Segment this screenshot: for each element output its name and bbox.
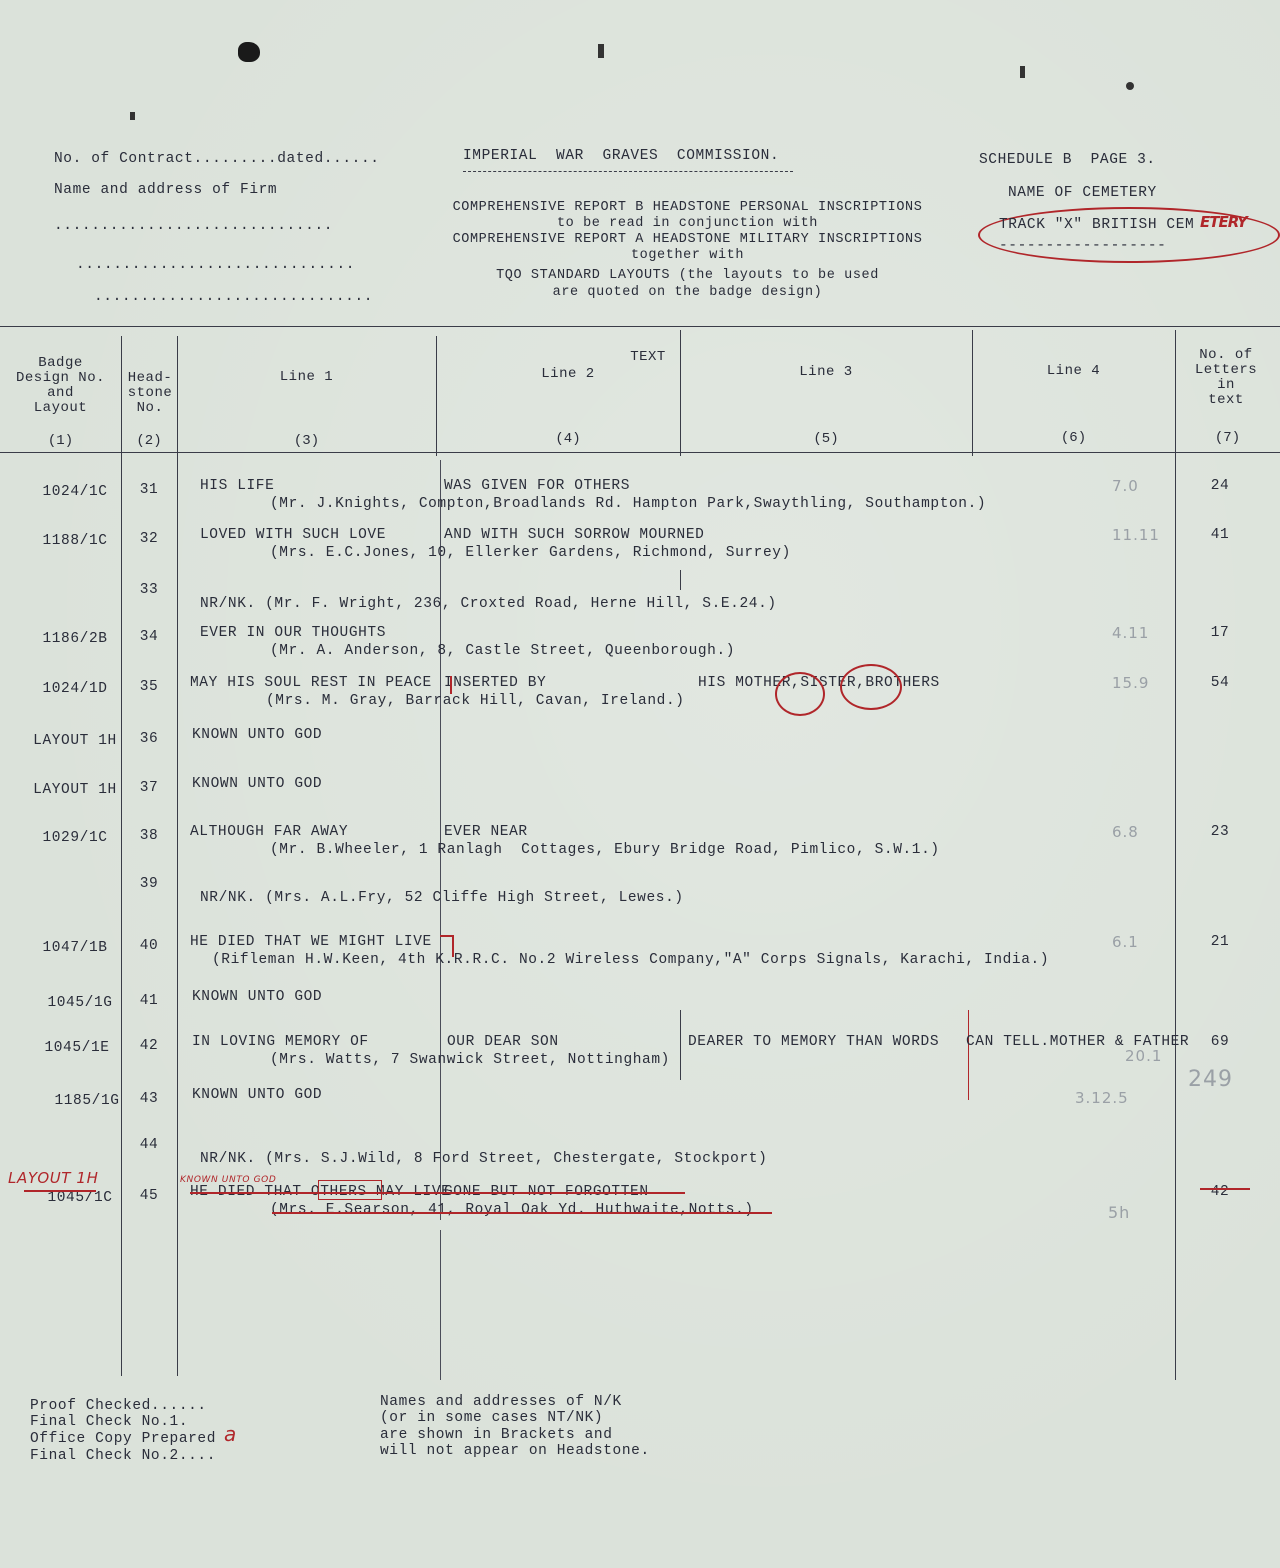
line1-text: IN LOVING MEMORY OF <box>192 1034 369 1050</box>
firm-dots-1: .............................. <box>54 218 334 234</box>
line2-text: OUR DEAR SON <box>447 1034 559 1050</box>
inscription-address: (Mr. B.Wheeler, 1 Ranlagh Cottages, Ebury Bridge Road, Pimlico, S.W.1.) <box>270 842 940 858</box>
final-check-2: Final Check No.2.... <box>30 1448 217 1464</box>
line3-text: HIS MOTHER,SISTER,BROTHERS <box>698 675 940 691</box>
headstone-no: 45 <box>139 1188 159 1204</box>
line3-text: DEARER TO MEMORY THAN WORDS <box>688 1034 940 1050</box>
line2-text: WAS GIVEN FOR OTHERS <box>444 478 631 494</box>
red-circle-mark <box>775 672 825 716</box>
letters-count: 21 <box>1210 934 1230 950</box>
body-divider-line2-lower <box>440 1230 441 1380</box>
cemetery-name: TRACK "X" BRITISH CEM <box>999 217 1195 233</box>
badge-design-no: 1024/1D <box>42 681 108 697</box>
firm-dots-2: .............................. <box>76 257 356 273</box>
headstone-no: 42 <box>139 1038 159 1054</box>
line4-text: CAN TELL.MOTHER & FATHER <box>966 1034 1190 1050</box>
headstone-no: 33 <box>139 582 159 598</box>
inscription-address: (Mrs. E.C.Jones, 10, Ellerker Gardens, Richmond, Surrey) <box>270 545 791 561</box>
cemetery-scribble: ETERY <box>1200 213 1247 231</box>
line2-text: GONE BUT NOT FORGOTTEN <box>444 1184 649 1200</box>
known-unto-god-correction: KNOWN UNTO GOD <box>180 1175 277 1185</box>
line2-text: AND WITH SUCH SORROW MOURNED <box>444 527 705 543</box>
tqo-quoted: are quoted on the badge design) <box>552 285 823 300</box>
line1-text: KNOWN UNTO GOD <box>192 1087 323 1103</box>
letters-count: 17 <box>1210 625 1230 641</box>
badge-design-no: LAYOUT 1H <box>33 782 117 798</box>
col-head-line4: Line 4 <box>1046 363 1101 379</box>
letters-count: 41 <box>1210 527 1230 543</box>
headstone-no: 34 <box>139 629 159 645</box>
col-num-3: (3) <box>293 433 320 449</box>
headstone-no: 31 <box>139 482 159 498</box>
strike-row45-address <box>272 1212 772 1214</box>
line1-text: HE DIED THAT OTHERS MAY LIVE <box>190 1184 451 1200</box>
punch-mark <box>130 112 135 120</box>
inscription-address: (Mrs. E.Searson, 41, Royal Oak Yd. Huthwaite,Notts.) <box>270 1202 754 1218</box>
pencil-total: 249 <box>1188 1067 1233 1092</box>
line1-text: MAY HIS SOUL REST IN PEACE <box>190 675 432 691</box>
tqo-layouts: TQO STANDARD LAYOUTS (the layouts to be used <box>496 268 879 283</box>
col-num-5: (5) <box>813 431 839 447</box>
col-head-line1: Line 1 <box>279 369 334 385</box>
col-head-line2: Line 2 <box>541 366 595 382</box>
headstone-no: 38 <box>139 828 159 844</box>
line1-text: EVER IN OUR THOUGHTS <box>200 625 387 641</box>
letters-count: 23 <box>1210 824 1230 840</box>
letters-count: 54 <box>1210 675 1230 691</box>
badge-design-no: 1188/1C <box>42 533 108 549</box>
red-bracket-mark <box>440 676 452 694</box>
badge-design-no: 1045/1G <box>47 995 113 1011</box>
headstone-no: 40 <box>139 938 159 954</box>
red-circle-mark <box>840 664 902 710</box>
col-divider-6 <box>1175 330 1176 1380</box>
note-line-4: will not appear on Headstone. <box>380 1443 650 1459</box>
strike-row45-badge <box>24 1190 96 1192</box>
col-head-line3: Line 3 <box>799 364 853 380</box>
pencil-count: 3.12.5 <box>1075 1089 1129 1107</box>
pencil-note: 5h <box>1108 1203 1131 1222</box>
inscription-address: (Rifleman H.W.Keen, 4th K.R.R.C. No.2 Wireless Company,"A" Corps Signals, Karachi, India.) <box>212 952 1050 968</box>
line2-text: INSERTED BY <box>444 675 547 691</box>
red-bracket-line4 <box>968 1010 969 1100</box>
headstone-no: 44 <box>139 1137 159 1153</box>
final-check-1: Final Check No.1. <box>30 1414 189 1430</box>
body-divider-line3 <box>680 1010 681 1080</box>
line1-text: LOVED WITH SUCH LOVE <box>200 527 387 543</box>
pencil-count: 20.1 <box>1125 1047 1163 1065</box>
cemetery-label: NAME OF CEMETERY <box>1008 185 1157 201</box>
headstone-no: 37 <box>139 780 159 796</box>
badge-design-no: 1186/2B <box>42 631 108 647</box>
org-title: IMPERIAL WAR GRAVES COMMISSION. <box>463 148 780 164</box>
line1-text: NR/NK. (Mrs. A.L.Fry, 52 Cliffe High Street, Lewes.) <box>200 890 684 906</box>
punch-mark <box>598 44 604 58</box>
org-underline <box>463 171 793 172</box>
punch-mark <box>1020 66 1025 78</box>
punch-mark <box>238 42 260 62</box>
col-num-2: (2) <box>136 433 162 449</box>
punch-mark <box>1126 82 1134 90</box>
badge-design-no: 1029/1C <box>42 830 108 846</box>
line1-text: NR/NK. (Mr. F. Wright, 236, Croxted Road, Herne Hill, S.E.24.) <box>200 596 777 612</box>
line1-text: KNOWN UNTO GOD <box>192 776 323 792</box>
inscription-address: (Mrs. M. Gray, Barrack Hill, Cavan, Ireland.) <box>266 693 685 709</box>
line1-text: HIS LIFE <box>200 478 275 494</box>
badge-design-no: 1185/1G <box>54 1093 120 1109</box>
strike-row45-line1 <box>190 1192 685 1194</box>
line1-text: NR/NK. (Mrs. S.J.Wild, 8 Ford Street, Chestergate, Stockport) <box>200 1151 768 1167</box>
line1-text: HE DIED THAT WE MIGHT LIVE <box>190 934 432 950</box>
pencil-count: 15.9 <box>1112 674 1150 692</box>
conjunction: to be read in conjunction with <box>556 216 819 231</box>
headstone-no: 36 <box>139 731 159 747</box>
office-copy: Office Copy Prepared <box>30 1431 217 1447</box>
badge-design-no: 1045/1E <box>44 1040 110 1056</box>
body-divider-tick <box>680 570 681 590</box>
office-copy-mark: a <box>224 1422 237 1446</box>
col-head-badge: Badge Design No. and Layout <box>15 355 105 416</box>
headstone-no: 43 <box>139 1091 159 1107</box>
col-head-letters: No. of Letters in text <box>1194 347 1258 408</box>
layout-1h-correction: LAYOUT 1H <box>8 1169 99 1187</box>
inscription-address: (Mrs. Watts, 7 Swanwick Street, Nottingham) <box>270 1052 670 1068</box>
pencil-count: 6.1 <box>1112 933 1139 951</box>
col-num-4: (4) <box>555 431 581 447</box>
red-bracket-mark <box>440 935 454 957</box>
line1-text: KNOWN UNTO GOD <box>192 727 323 743</box>
together-with: together with <box>630 248 745 263</box>
inscription-address: (Mr. A. Anderson, 8, Castle Street, Queenborough.) <box>270 643 736 659</box>
col-head-text: TEXT <box>630 349 666 365</box>
line2-text: EVER NEAR <box>444 824 528 840</box>
letters-count: 24 <box>1210 478 1230 494</box>
table-top-border <box>0 326 1280 327</box>
line1-text: ALTHOUGH FAR AWAY <box>190 824 349 840</box>
badge-design-no: 1045/1C <box>47 1190 113 1206</box>
firm-dots-3: .............................. <box>94 289 374 305</box>
col-num-7: (7) <box>1214 430 1241 446</box>
headstone-no: 39 <box>139 876 159 892</box>
table-header-border <box>0 452 1280 453</box>
line1-text: KNOWN UNTO GOD <box>192 989 323 1005</box>
letters-count: 69 <box>1210 1034 1230 1050</box>
report-b: COMPREHENSIVE REPORT B HEADSTONE PERSONAL INSCRIPTIONS <box>452 200 923 215</box>
headstone-no: 35 <box>139 679 159 695</box>
schedule: SCHEDULE B PAGE 3. <box>979 152 1156 168</box>
pencil-count: 11.11 <box>1112 526 1160 544</box>
col-num-1: (1) <box>47 433 74 449</box>
firm-label: Name and address of Firm <box>54 182 278 198</box>
proof-checked: Proof Checked...... <box>30 1398 207 1414</box>
badge-design-no: LAYOUT 1H <box>33 733 117 749</box>
note-line-1: Names and addresses of N/K <box>380 1394 622 1410</box>
others-box <box>318 1180 382 1200</box>
headstone-no: 32 <box>139 531 159 547</box>
note-line-3: are shown in Brackets and <box>380 1427 613 1443</box>
badge-design-no: 1047/1B <box>42 940 108 956</box>
inscription-address: (Mr. J.Knights, Compton,Broadlands Rd. Hampton Park,Swaythling, Southampton.) <box>270 496 987 512</box>
contract-line: No. of Contract.........dated...... <box>54 151 380 167</box>
col-num-6: (6) <box>1060 430 1087 446</box>
pencil-count: 6.8 <box>1112 823 1139 841</box>
letters-count: 42 <box>1210 1184 1230 1200</box>
body-divider-line2 <box>440 460 441 1220</box>
headstone-no: 41 <box>139 993 159 1009</box>
strike-row45-letters <box>1200 1188 1250 1190</box>
report-a: COMPREHENSIVE REPORT A HEADSTONE MILITARY INSCRIPTIONS <box>452 232 923 247</box>
col-head-headstone: Head- stone No. <box>127 370 173 416</box>
badge-design-no: 1024/1C <box>42 484 108 500</box>
col-divider-2 <box>177 336 178 1376</box>
pencil-count: 4.11 <box>1112 624 1150 642</box>
cemetery-dashes: ------------------ <box>999 238 1167 254</box>
pencil-count: 7.0 <box>1112 477 1139 495</box>
note-line-2: (or in some cases NT/NK) <box>380 1410 604 1426</box>
